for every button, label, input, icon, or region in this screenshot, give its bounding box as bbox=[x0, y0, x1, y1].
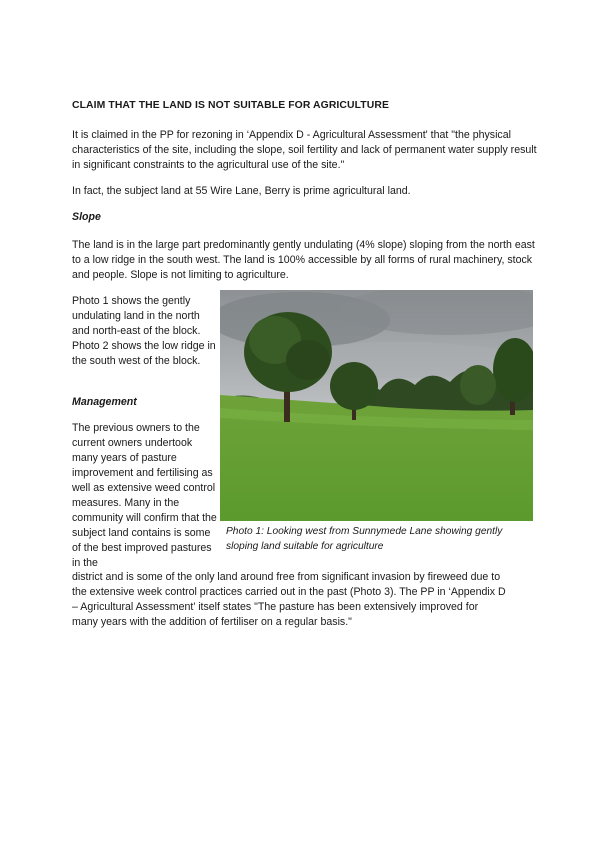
claim-paragraph: It is claimed in the PP for rezoning in ‘Appendix D - Agricultural Assessment' that "the physical characteristics of the site, including the slope, soil fertility and lack of permanent water supply result in significant constraints to the agricultural use of the site." bbox=[72, 129, 537, 171]
pasture-photo bbox=[220, 290, 533, 521]
management-line-2: the extensive week control practices carried out in the past (Photo 3). The PP in ‘Appendix D bbox=[72, 586, 506, 598]
fact-paragraph: In fact, the subject land at 55 Wire Lane, Berry is prime agricultural land. bbox=[72, 185, 411, 197]
management-line-1: district and is some of the only land around free from significant invasion by fireweed due to bbox=[72, 571, 501, 583]
management-paragraph: The previous owners to the current owners undertook many years of pasture improvement and fertilising as well as extensive weed control measures. Many in the community will confirm that the subject land contains is some of the best improved pastures in the bbox=[72, 422, 217, 569]
slope-paragraph: The land is in the large part predominantly gently undulating (4% slope) sloping from the north east to a low ridge in the south west. The land is 100% accessible by all forms of rural machinery, stock and people. Slope is not limiting to agriculture. bbox=[72, 239, 535, 281]
photo-intro-paragraph: Photo 1 shows the gently undulating land in the north and north-east of the block. Photo 2 shows the low ridge in the south west of the block. bbox=[72, 295, 216, 367]
management-line-3: – Agricultural Assessment’ itself states "The pasture has been extensively improved for bbox=[72, 601, 479, 613]
slope-heading: Slope bbox=[72, 211, 101, 223]
photo-caption: Photo 1: Looking west from Sunnymede Lane showing gently sloping land suitable for agriculture bbox=[226, 526, 503, 552]
section-heading: CLAIM THAT THE LAND IS NOT SUITABLE FOR AGRICULTURE bbox=[72, 100, 389, 111]
management-line-4: many years with the addition of fertiliser on a regular basis." bbox=[72, 616, 352, 628]
management-heading: Management bbox=[72, 396, 137, 408]
